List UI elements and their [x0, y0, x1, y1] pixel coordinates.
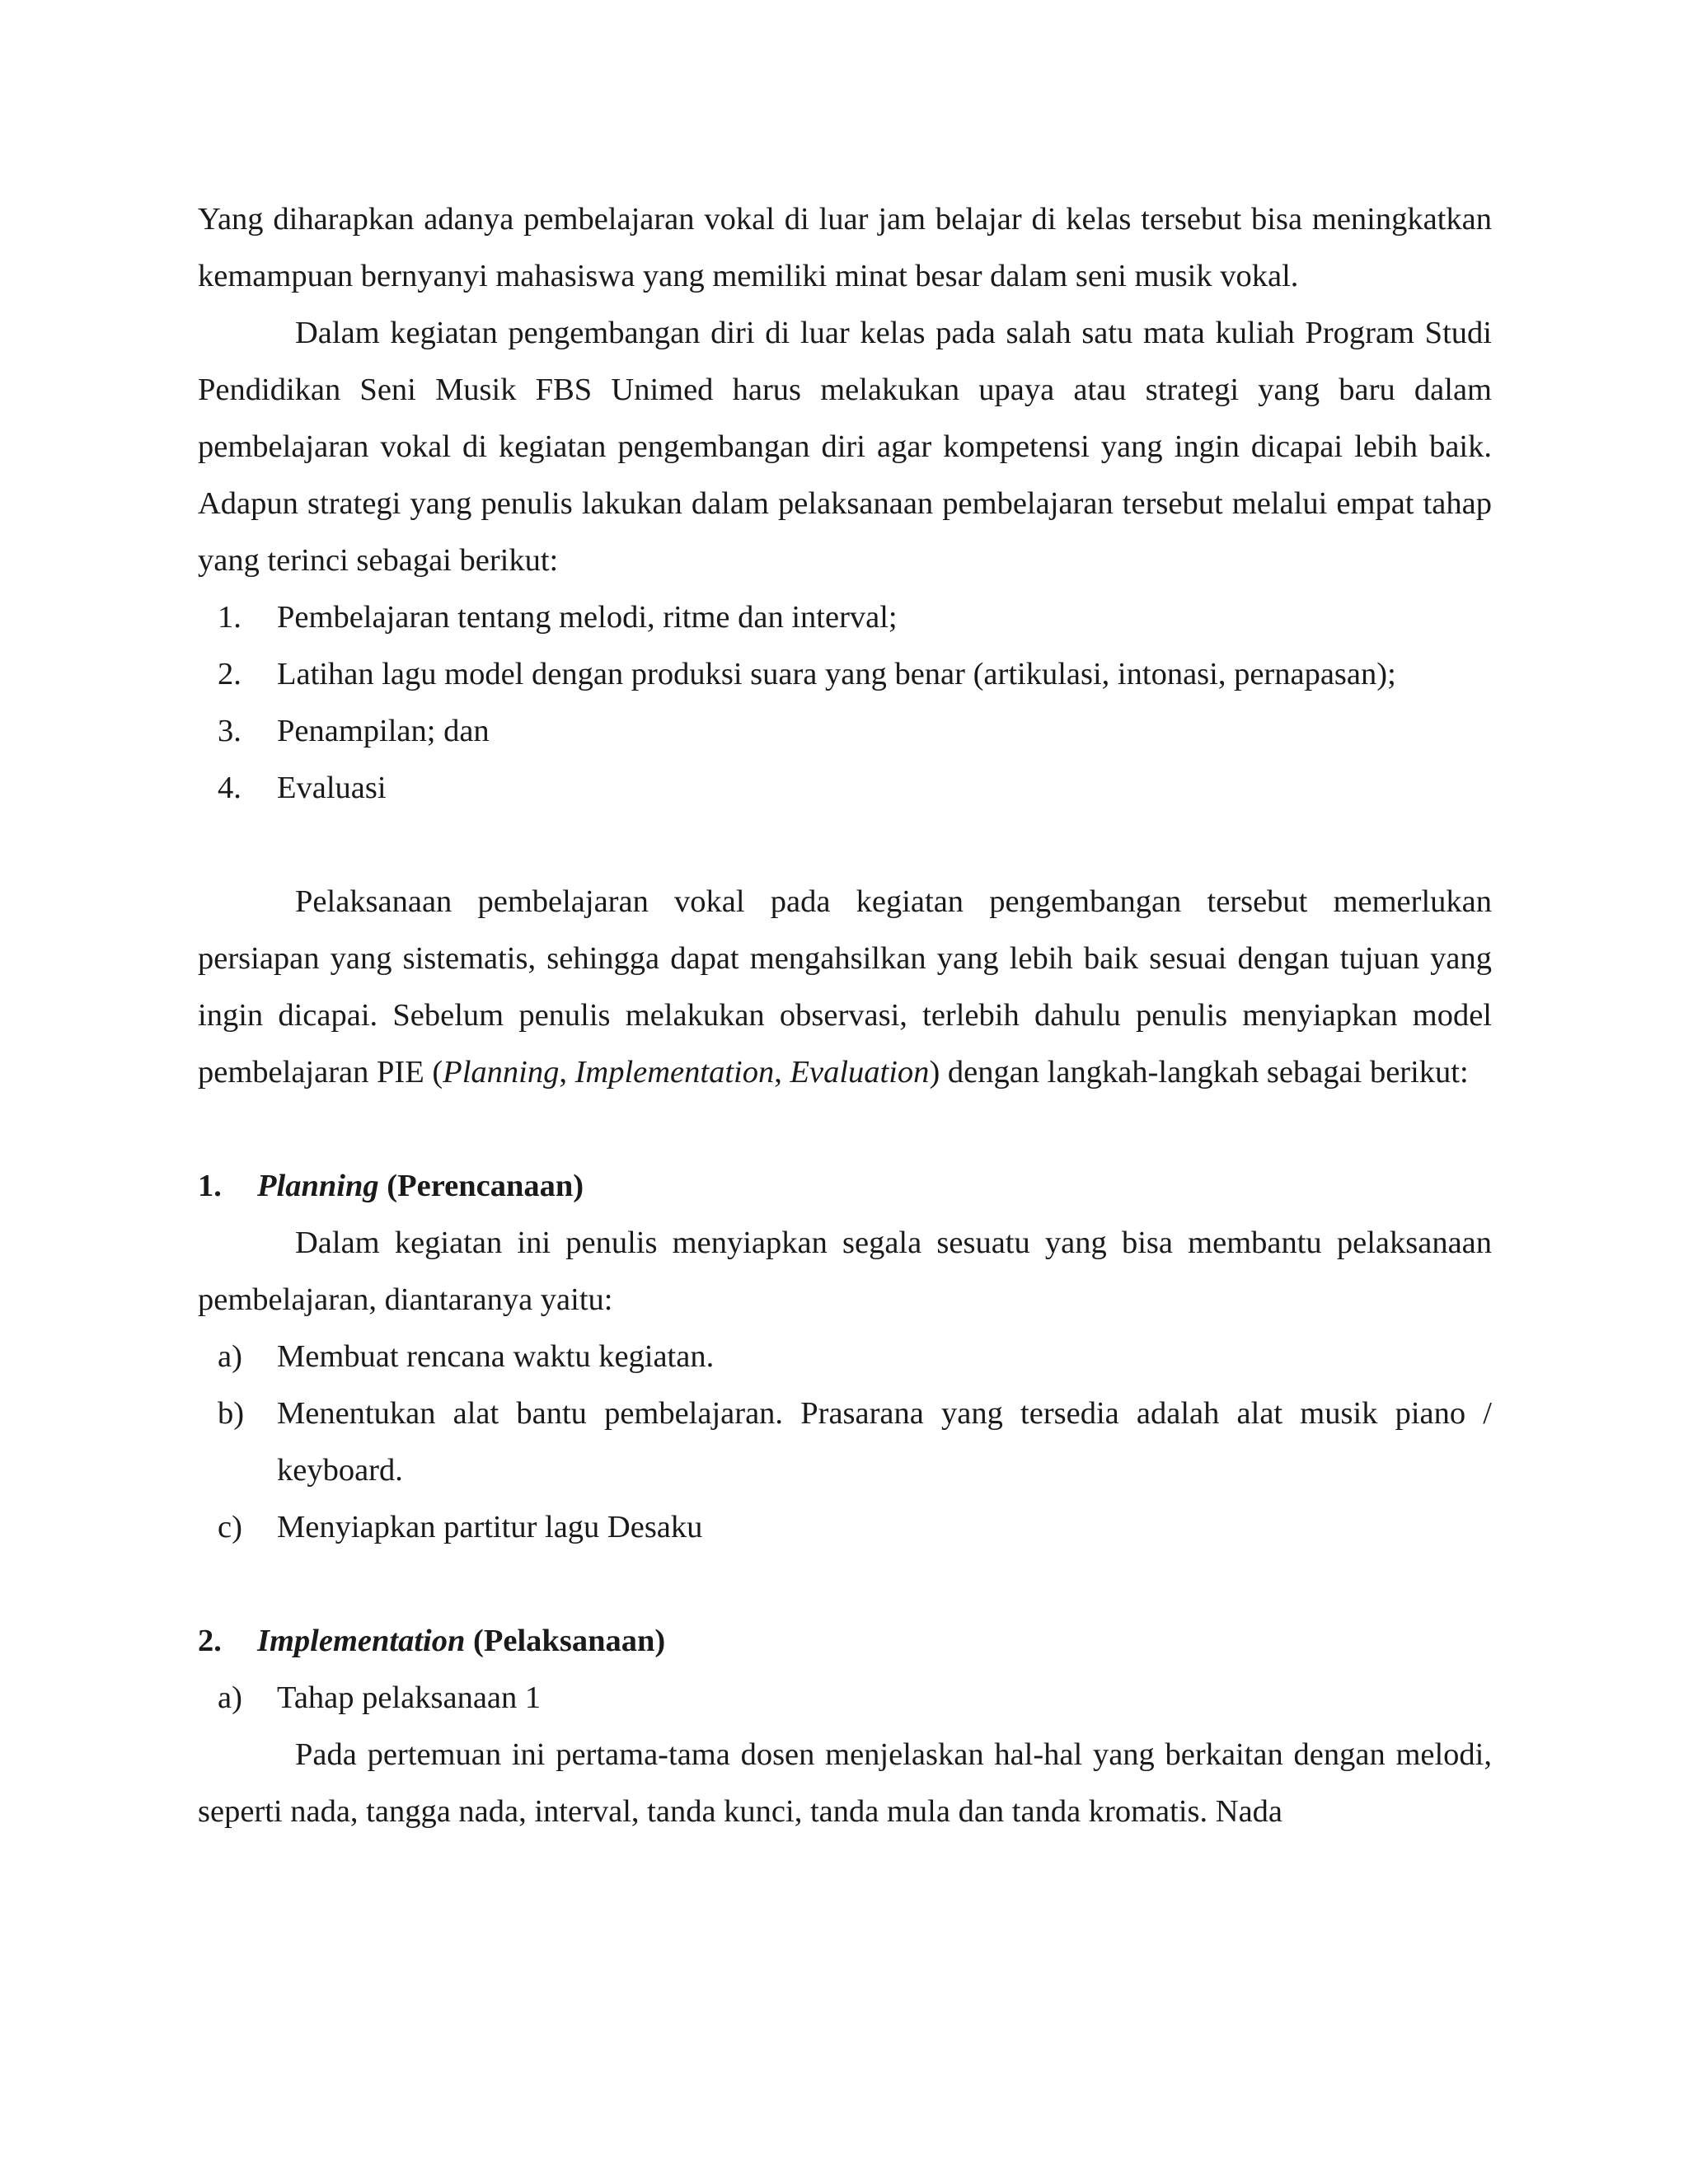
planning-intro: Dalam kegiatan ini penulis menyiapkan segala sesuatu yang bisa membantu pelaksanaan pembelajaran, diantaranya yaitu: [198, 1226, 1492, 1317]
section-title-italic: Implementation [257, 1624, 466, 1658]
list-marker: c) [218, 1510, 242, 1544]
list-item [198, 1329, 1492, 1385]
section-number: 2. [198, 1624, 222, 1658]
list-marker: a) [218, 1680, 242, 1715]
term-implementation: Implementation [574, 1055, 775, 1090]
strategy-steps-list [198, 589, 1492, 817]
list-item-text: Penampilan; dan [277, 714, 490, 748]
list-item [198, 703, 1492, 760]
term-planning: Planning [443, 1055, 560, 1090]
list-item [198, 760, 1492, 817]
section-heading-implementation [198, 1613, 1492, 1670]
list-item [198, 646, 1492, 703]
list-item-text: Membuat rencana waktu kegiatan. [277, 1339, 715, 1374]
section-title-rest: (Pelaksanaan) [465, 1624, 666, 1658]
list-item-text: Evaluasi [277, 771, 387, 805]
list-item-text: Menentukan alat bantu pembelajaran. Prasarana yang tersedia adalah alat musik piano / keyboard. [277, 1396, 1492, 1488]
paragraph-2: Dalam kegiatan pengembangan diri di luar kelas pada salah satu mata kuliah Program Studi Pendidikan Seni Musik FBS Unimed harus melakukan upaya atau strategi yang baru dalam pembelajaran vokal di kegiatan pengembangan diri agar kompetensi yang ingin dicapai lebih baik. Adapun strategi yang penulis lakukan dalam pelaksanaan pembelajaran tersebut melalui empat tahap yang terinci sebagai berikut: [198, 316, 1492, 578]
list-marker: 2. [218, 657, 241, 691]
list-item [198, 1499, 1492, 1556]
list-item-text: Latihan lagu model dengan produksi suara yang benar (artikulasi, intonasi, pernapasan); [277, 657, 1396, 691]
list-item [198, 1385, 1492, 1499]
list-item-text: Menyiapkan partitur lagu Desaku [277, 1510, 703, 1544]
section-title-rest: (Perencanaan) [378, 1169, 584, 1203]
paragraph-3-text-end: ) dengan langkah-langkah sebagai berikut: [929, 1055, 1469, 1090]
list-marker: 3. [218, 714, 241, 748]
list-item [198, 589, 1492, 646]
planning-items-list [198, 1329, 1492, 1556]
section-number: 1. [198, 1169, 222, 1203]
list-marker: b) [218, 1396, 245, 1431]
paragraph-3-text: Pelaksanaan pembelajaran vokal pada kegiatan pengembangan tersebut memerlukan persiapan yang sistematis, sehingga dapat mengahsilkan yang lebih baik sesuai dengan tujuan yang ingin dicapai. Sebelum penulis melakukan observasi, terlebih dahulu penulis menyiapkan model pembelajaran PIE ( [198, 884, 1492, 1090]
implementation-subitem [198, 1670, 1492, 1727]
section-title-italic: Planning [257, 1169, 379, 1203]
term-evaluation: Evaluation [790, 1055, 930, 1090]
subitem-text: Tahap pelaksanaan 1 [277, 1680, 542, 1715]
paragraph-1: Yang diharapkan adanya pembelajaran vokal di luar jam belajar di kelas tersebut bisa meningkatkan kemampuan bernyanyi mahasiswa yang memiliki minat besar dalam seni musik vokal. [198, 202, 1492, 293]
list-marker: 4. [218, 771, 241, 805]
paragraph-3 [198, 874, 1492, 1101]
separator: , [559, 1055, 575, 1090]
separator: , [774, 1055, 790, 1090]
document-page [198, 191, 1492, 1840]
implementation-body: Pada pertemuan ini pertama-tama dosen menjelaskan hal-hal yang berkaitan dengan melodi, seperti nada, tangga nada, interval, tanda kunci, tanda mula dan tanda kromatis. Nada [198, 1737, 1492, 1829]
section-heading-planning [198, 1158, 1492, 1215]
list-item-text: Pembelajaran tentang melodi, ritme dan interval; [277, 600, 898, 635]
list-marker: a) [218, 1339, 242, 1374]
list-marker: 1. [218, 600, 241, 635]
